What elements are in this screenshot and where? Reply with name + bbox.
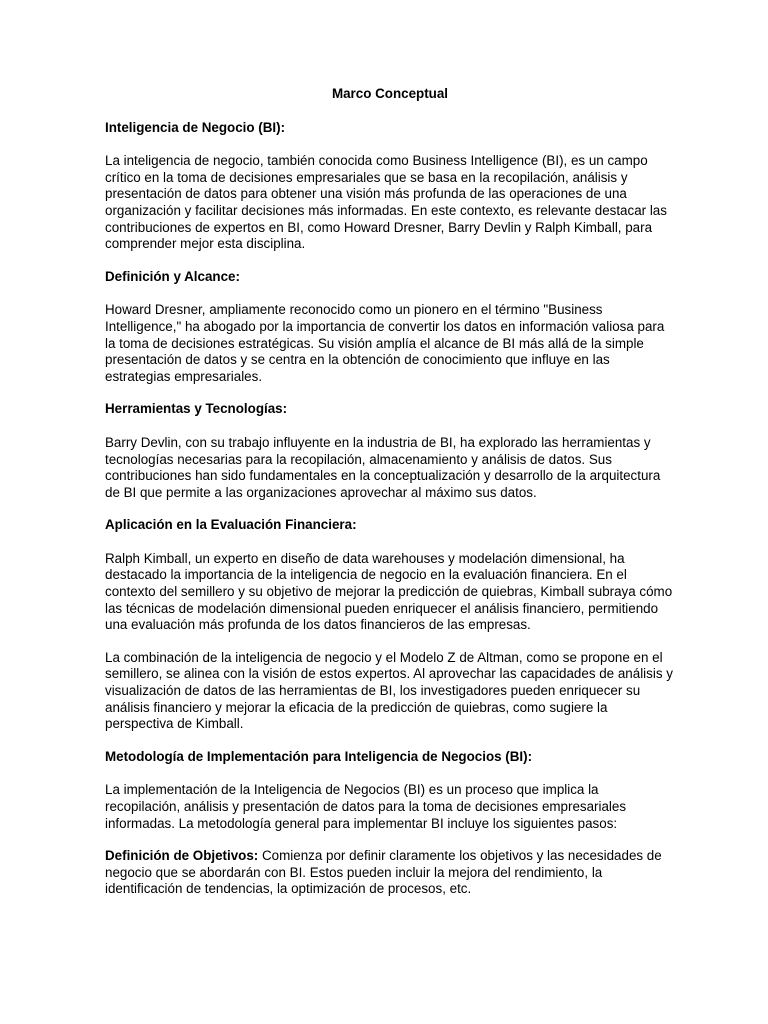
- document-title: Marco Conceptual: [331, 86, 449, 101]
- section-heading-herramientas: Herramientas y Tecnologías:: [105, 401, 288, 417]
- paragraph-aplicacion-1: Ralph Kimball, un experto en diseño de data warehouses y modelación dimensional, ha destacado la importancia de la inteligencia de negocio en la evaluación financiera. En el contexto del semillero y su objetivo de mejorar la predicción de quiebras, Kimball subraya cómo las técnicas de modelación dimensional pueden enriquecer el análisis financiero, permitiendo una evaluación más profunda de los datos financieros de las empresas.: [105, 550, 673, 633]
- paragraph-bi: La inteligencia de negocio, también conocida como Business Intelligence (BI), es un campo crítico en la toma de decisiones empresariales que se basa en la recopilación, análisis y presentación de datos para obtener una visión más profunda de las operaciones de una organización y facilitar decisiones más informadas. En este contexto, es relevante destacar las contribuciones de expertos en BI, como Howard Dresner, Barry Devlin y Ralph Kimball, para comprender mejor esta disciplina.: [105, 153, 667, 252]
- step-definicion-objetivos: [105, 848, 675, 898]
- paragraph-metodologia: La implementación de la Inteligencia de Negocios (BI) es un proceso que implica la recopilación, análisis y presentación de datos para la toma de decisiones empresariales informadas. La metodología general para implementar BI incluye los siguientes pasos:: [105, 782, 627, 831]
- step-text: Comienza por definir claramente los objetivos y las necesidades de negocio que se abordarán con BI. Estos pueden incluir la mejora del rendimiento, la identificación de tendencias, la optimización de procesos, etc.: [105, 848, 662, 897]
- document-page: [105, 86, 675, 914]
- paragraph-definicion: Howard Dresner, ampliamente reconocido como un pionero en el término "Business Intelligence," ha abogado por la importancia de convertir los datos en información valiosa para la toma de decisiones estratégicas. Su visión amplía el alcance de BI más allá de la simple presentación de datos y se centra en la obtención de conocimiento que influye en las estrategias empresariales.: [105, 302, 665, 384]
- step-lead: Definición de Objetivos:: [105, 848, 259, 864]
- section-heading-definicion: Definición y Alcance:: [105, 268, 240, 284]
- paragraph-herramientas: Barry Devlin, con su trabajo influyente en la industria de BI, ha explorado las herramientas y tecnologías necesarias para la recopilación, almacenamiento y análisis de datos. Sus contribuciones han sido fundamentales en la conceptualización y desarrollo de la arquitectura de BI que permite a las organizaciones aprovechar al máximo sus datos.: [105, 434, 661, 500]
- section-heading-metodologia: Metodología de Implementación para Inteligencia de Negocios (BI):: [105, 748, 533, 764]
- section-heading-aplicacion: Aplicación en la Evaluación Financiera:: [105, 517, 357, 533]
- paragraph-aplicacion-2: La combinación de la inteligencia de negocio y el Modelo Z de Altman, como se propone en el semillero, se alinea con la visión de estos expertos. Al aprovechar las capacidades de análisis y visualización de datos de las herramientas de BI, los investigadores pueden enriquecer su análisis financiero y mejorar la eficacia de la predicción de quiebras, como sugiere la perspectiva de Kimball.: [105, 649, 673, 732]
- section-heading-bi: Inteligencia de Negocio (BI):: [105, 119, 286, 135]
